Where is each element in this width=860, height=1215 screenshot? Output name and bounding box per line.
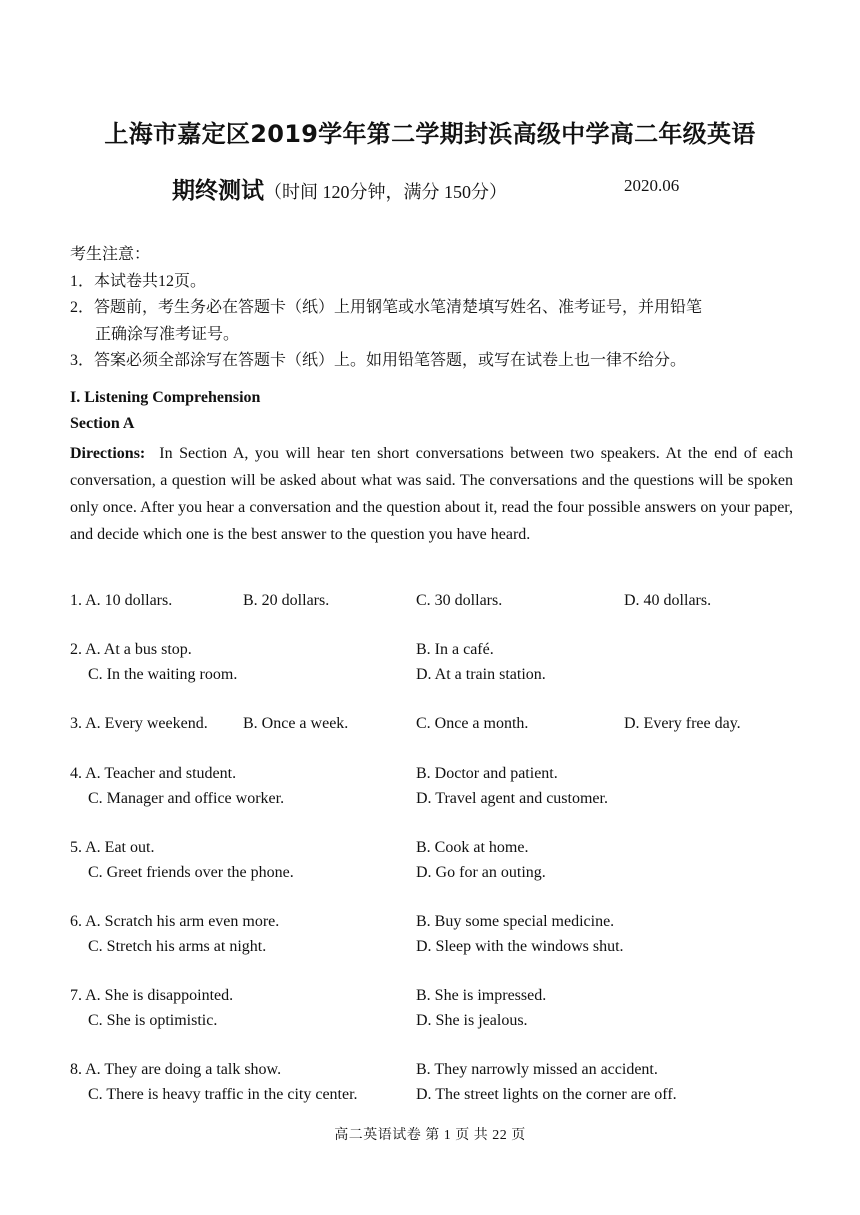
option-a: 5. A. Eat out. <box>70 839 155 856</box>
option-d: D. Go for an outing. <box>416 864 546 881</box>
option-c: C. Greet friends over the phone. <box>88 864 294 881</box>
option-a: 8. A. They are doing a talk show. <box>70 1061 282 1078</box>
option-d: D. The street lights on the corner are off. <box>416 1086 677 1103</box>
option-d: D. 40 dollars. <box>624 592 712 609</box>
page-footer: 高二英语试卷 第 1 页 共 22 页 <box>334 1128 526 1143</box>
option-c: C. 30 dollars. <box>416 592 503 609</box>
notice-item: 正确涂写准考证号。 <box>95 325 240 343</box>
candidate-notice <box>70 242 702 375</box>
exam-title-line2 <box>172 172 680 205</box>
option-b: B. 20 dollars. <box>243 592 330 609</box>
option-c: C. She is optimistic. <box>88 1012 218 1029</box>
option-c: C. In the waiting room. <box>88 666 238 683</box>
option-d: D. Every free day. <box>624 715 741 732</box>
option-c: C. Once a month. <box>416 715 529 732</box>
option-a: 6. A. Scratch his arm even more. <box>70 913 280 930</box>
option-b: B. They narrowly missed an accident. <box>416 1061 658 1078</box>
option-a: 2. A. At a bus stop. <box>70 641 192 658</box>
notice-item: 2．答题前，考生务必在答题卡（纸）上用钢笔或水笔清楚填写姓名、准考证号，并用铅笔 <box>70 299 703 316</box>
notice-item: 1．本试卷共12页。 <box>70 272 207 290</box>
option-a: 7. A. She is disappointed. <box>70 987 234 1004</box>
notice-heading: 考生注意： <box>70 246 151 263</box>
exam-title-main: 期终测试 <box>172 178 264 204</box>
option-d: D. Sleep with the windows shut. <box>416 938 624 955</box>
option-c: C. Stretch his arms at night. <box>88 938 267 955</box>
option-c: C. There is heavy traffic in the city center. <box>88 1086 358 1103</box>
option-b: B. Cook at home. <box>416 839 529 856</box>
option-d: D. At a train station. <box>416 666 546 683</box>
exam-title-line1: 上海市嘉定区2019学年第二学期封浜高级中学高二年级英语 <box>104 120 756 148</box>
option-b: B. In a café. <box>416 641 494 658</box>
part-title: I. Listening Comprehension <box>70 389 261 406</box>
option-a: 4. A. Teacher and student. <box>70 765 237 782</box>
option-b: B. Doctor and patient. <box>416 765 558 782</box>
option-c: C. Manager and office worker. <box>88 790 285 807</box>
option-a: 1. A. 10 dollars. <box>70 592 173 609</box>
directions-label: Directions: <box>70 445 146 462</box>
notice-item: 3．答案必须全部涂写在答题卡（纸）上。如用铅笔答题，或写在试卷上也一律不给分。 <box>70 352 687 369</box>
option-b: B. Buy some special medicine. <box>416 913 615 930</box>
option-d: D. She is jealous. <box>416 1012 528 1029</box>
option-b: B. She is impressed. <box>416 987 547 1004</box>
option-a: 3. A. Every weekend. <box>70 715 208 732</box>
option-b: B. Once a week. <box>243 715 349 732</box>
directions <box>70 440 793 548</box>
exam-time-score: （时间 120分钟，满分 150分） <box>264 182 507 202</box>
section-title: Section A <box>70 415 135 432</box>
directions-text: In Section A, you will hear ten short conversations between two speakers. At the end of each conversation, a question will be asked about what was said. The conversations and the questions will be spoken only once. After you hear a conversation and the question about it, read the four possible answers on your paper, and decide which one is the best answer to the question you have heard. <box>70 445 793 543</box>
exam-date: 2020.06 <box>624 176 680 195</box>
option-d: D. Travel agent and customer. <box>416 790 608 807</box>
